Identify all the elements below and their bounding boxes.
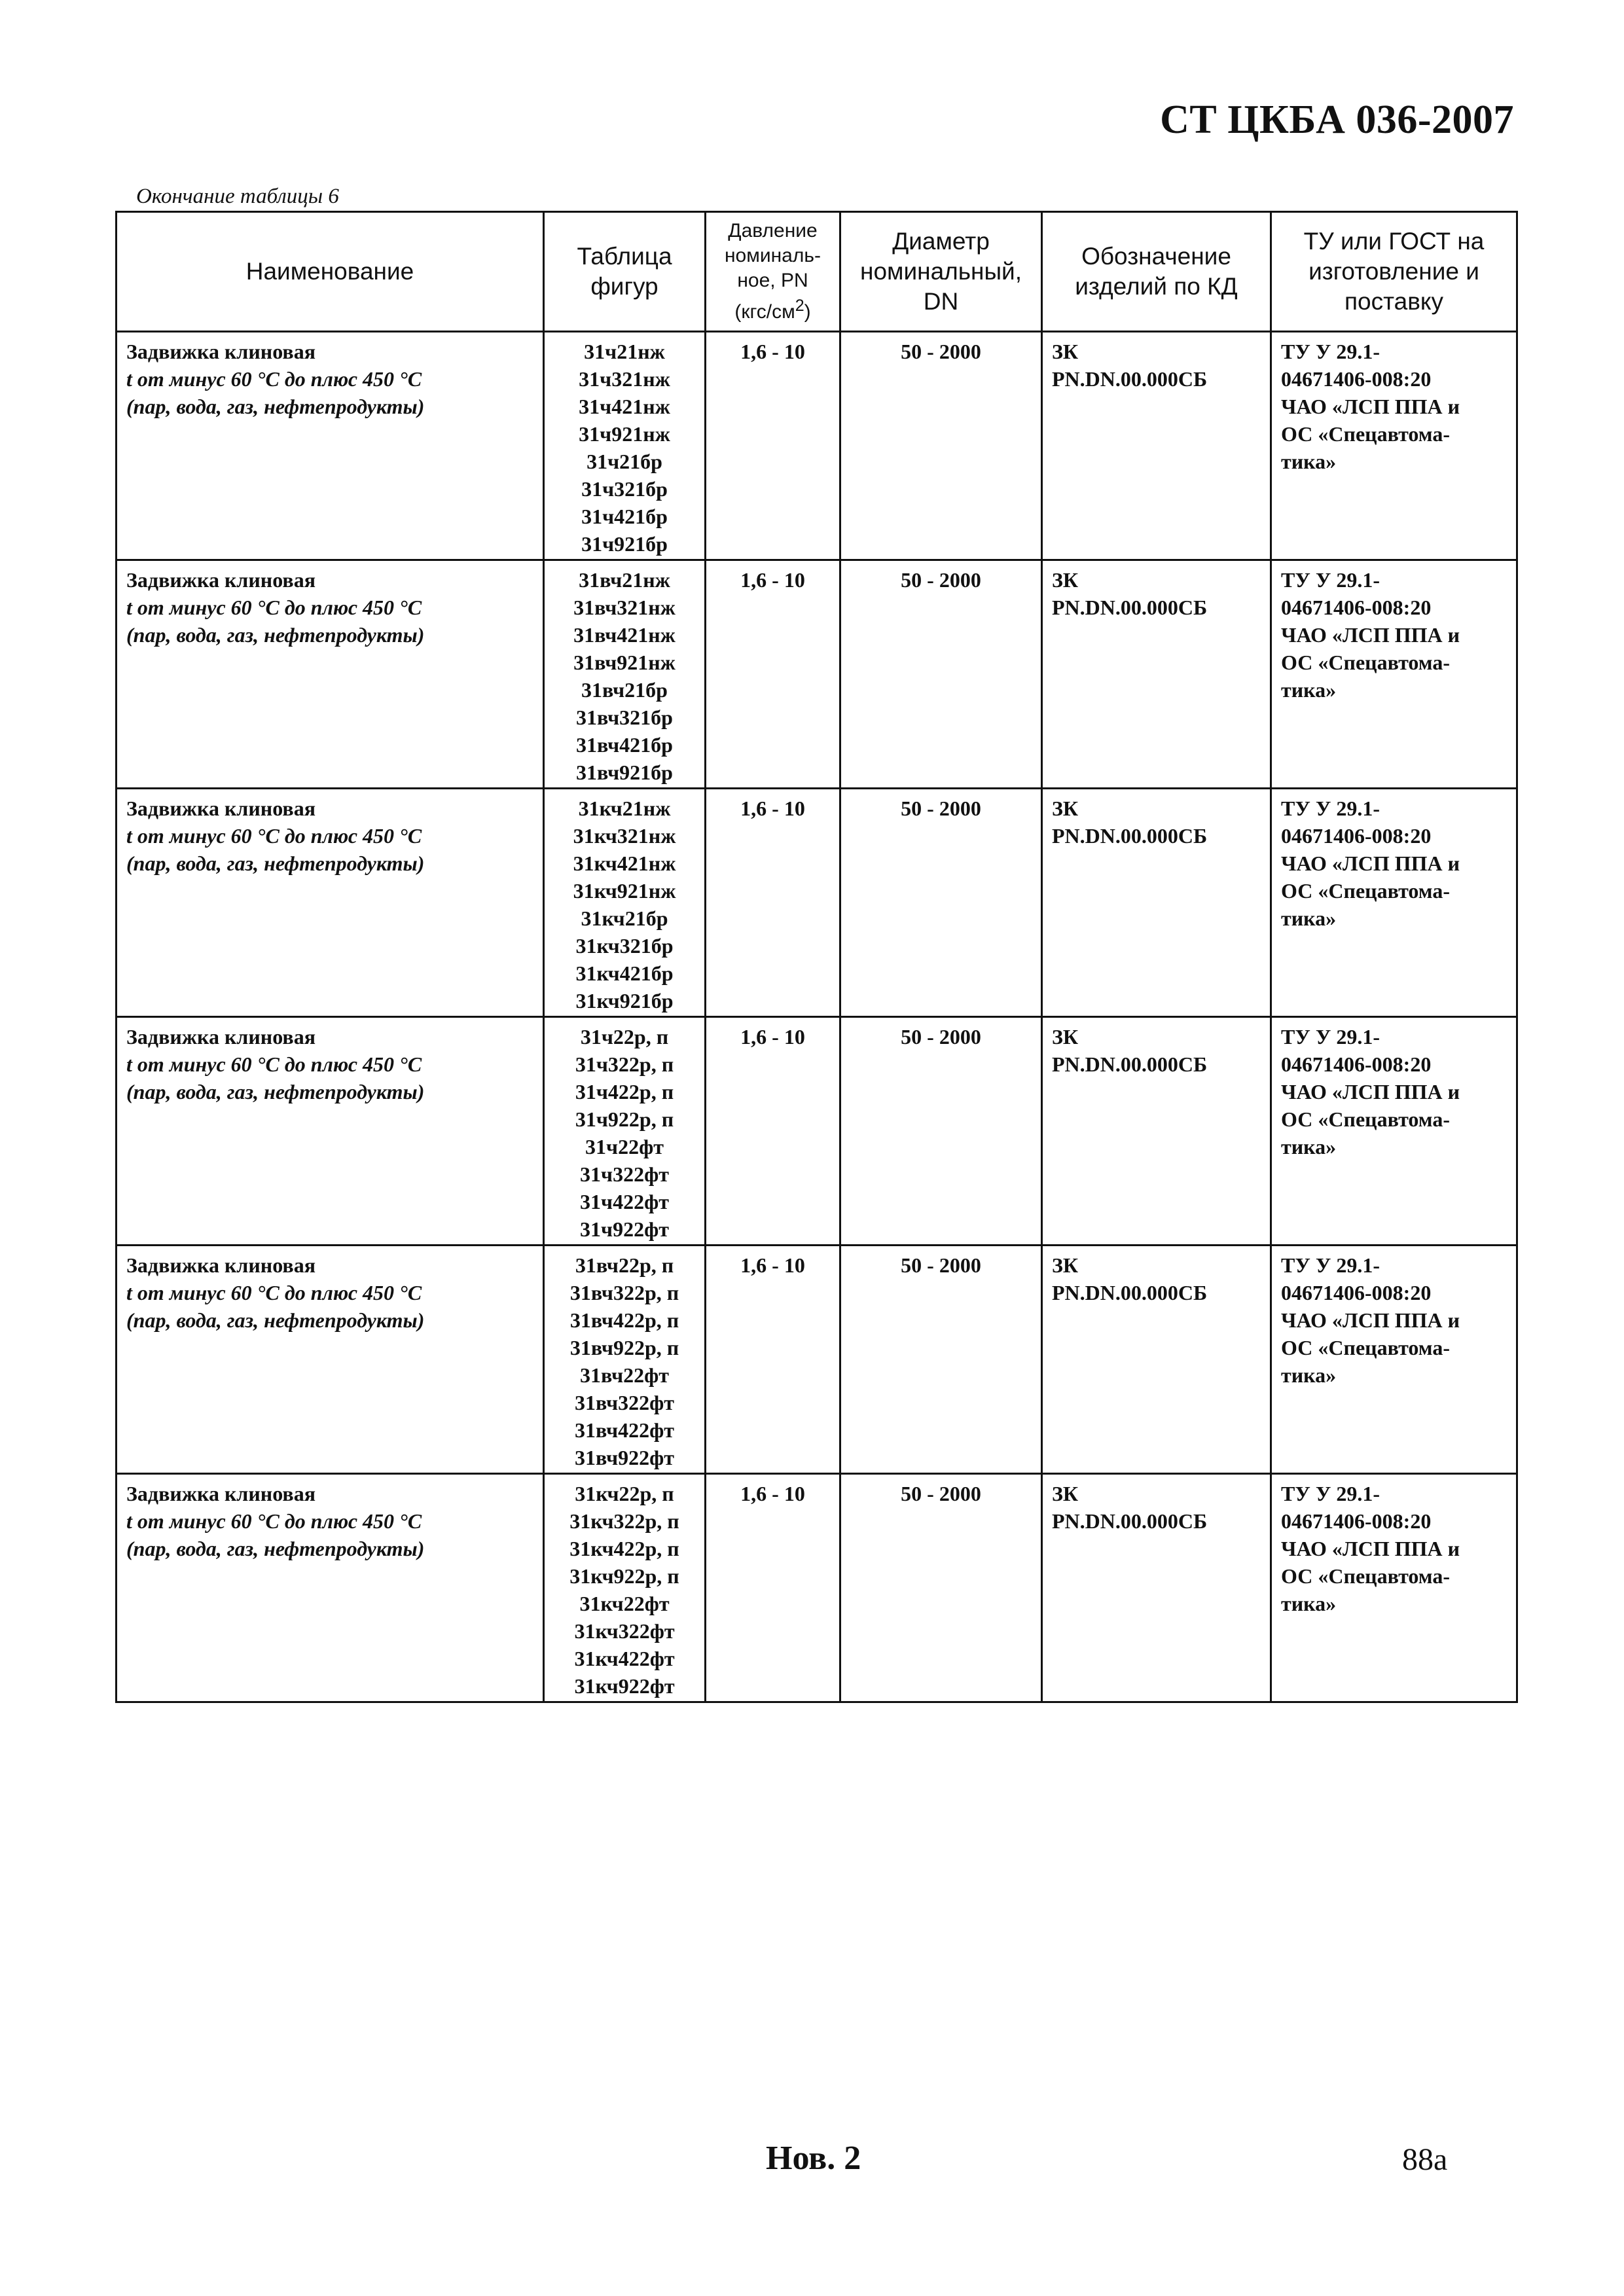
column-header-pressure: Давление номиналь- ное, PN $(кгс/см^2)$	[706, 212, 840, 332]
figure-code: 31ч422р, п	[575, 1080, 674, 1103]
valve-name: Задвижка клиновая	[126, 1482, 316, 1505]
tu-line: ЧАО «ЛСП ППА и	[1281, 1080, 1460, 1103]
figure-code: 31кч321нж	[573, 824, 676, 848]
cell-tu	[1271, 332, 1517, 560]
cell-diameter: 50 - 2000	[840, 1246, 1042, 1474]
working-media: (пар, вода, газ, нефтепродукты)	[126, 1080, 425, 1103]
figure-code: 31вч422р, п	[569, 1308, 679, 1332]
figure-code: 31ч922фт	[580, 1217, 669, 1241]
designation-line-1: ЗК	[1052, 797, 1079, 820]
cell-pressure: 1,6 - 10	[706, 560, 840, 789]
cell-pressure: 1,6 - 10	[706, 1246, 840, 1474]
cell-name	[117, 789, 544, 1017]
tu-line: тика»	[1281, 1592, 1337, 1615]
tu-line: 04671406-008:20	[1281, 1281, 1432, 1304]
figure-code: 31ч322фт	[580, 1162, 669, 1186]
figure-code: 31кч22фт	[579, 1592, 670, 1615]
working-media: (пар, вода, газ, нефтепродукты)	[126, 1537, 425, 1560]
figure-code: 31вч921бр	[576, 761, 673, 784]
figure-code: 31кч322р, п	[569, 1509, 679, 1533]
figure-code: 31вч922фт	[575, 1446, 674, 1469]
designation-line-2: PN.DN.00.000СБ	[1052, 596, 1208, 619]
column-header-figures: Таблица фигур	[544, 212, 706, 332]
tu-line: тика»	[1281, 678, 1337, 702]
column-header-diameter: Диаметр номинальный, DN	[840, 212, 1042, 332]
figure-code: 31кч421бр	[575, 961, 674, 985]
tu-line: ЧАО «ЛСП ППА и	[1281, 852, 1460, 875]
figure-code: 31кч921бр	[575, 989, 674, 1013]
cell-pressure: 1,6 - 10	[706, 789, 840, 1017]
document-code: СТ ЦКБА 036-2007	[1160, 98, 1514, 142]
cell-figures	[544, 789, 706, 1017]
cell-figures	[544, 1474, 706, 1702]
tu-line: ТУ У 29.1-	[1281, 340, 1380, 363]
figure-code: 31кч422фт	[574, 1647, 675, 1670]
cell-designation	[1042, 1017, 1271, 1246]
table-caption: Окончание таблицы 6	[136, 185, 339, 208]
valve-name: Задвижка клиновая	[126, 340, 316, 363]
valve-name: Задвижка клиновая	[126, 568, 316, 592]
column-header-designation: Обозначение изделий по КД	[1042, 212, 1271, 332]
cell-name	[117, 560, 544, 789]
figure-code: 31кч922фт	[574, 1674, 675, 1698]
designation-line-2: PN.DN.00.000СБ	[1052, 1052, 1208, 1076]
designation-line-2: PN.DN.00.000СБ	[1052, 1281, 1208, 1304]
figure-code: 31кч22р, п	[575, 1482, 674, 1505]
tu-line: ОС «Спецавтома-	[1281, 1564, 1450, 1588]
figure-code: 31вч22р, п	[575, 1253, 674, 1277]
table-row	[117, 1017, 1517, 1246]
figure-code: 31ч921бр	[581, 532, 668, 556]
cell-designation	[1042, 1246, 1271, 1474]
figure-code: 31вч321нж	[573, 596, 676, 619]
designation-line-1: ЗК	[1052, 1253, 1079, 1277]
figure-code: 31ч422фт	[580, 1190, 669, 1213]
cell-name	[117, 332, 544, 560]
designation-line-2: PN.DN.00.000СБ	[1052, 367, 1208, 391]
cell-tu	[1271, 560, 1517, 789]
tu-line: 04671406-008:20	[1281, 824, 1432, 848]
tu-line: ТУ У 29.1-	[1281, 797, 1380, 820]
tu-line: ЧАО «ЛСП ППА и	[1281, 1308, 1460, 1332]
figure-code: 31вч921нж	[573, 651, 676, 674]
column-header-name: Наименование	[117, 212, 544, 332]
cell-designation	[1042, 560, 1271, 789]
designation-line-2: PN.DN.00.000СБ	[1052, 1509, 1208, 1533]
tu-line: 04671406-008:20	[1281, 1052, 1432, 1076]
table-row	[117, 789, 1517, 1017]
figure-code: 31вч421нж	[573, 623, 676, 647]
tu-line: ОС «Спецавтома-	[1281, 422, 1450, 446]
cell-designation	[1042, 332, 1271, 560]
temperature-range: t от минус 60 °С до плюс 450 °С	[126, 596, 422, 619]
cell-designation	[1042, 789, 1271, 1017]
figure-code: 31ч21нж	[584, 340, 665, 363]
figure-code: 31кч422р, п	[569, 1537, 679, 1560]
cell-pressure: 1,6 - 10	[706, 1474, 840, 1702]
cell-tu	[1271, 1246, 1517, 1474]
tu-line: ТУ У 29.1-	[1281, 1025, 1380, 1049]
designation-line-2: PN.DN.00.000СБ	[1052, 824, 1208, 848]
table-header-row	[117, 212, 1517, 332]
figure-code: 31вч21нж	[579, 568, 670, 592]
figure-code: 31ч22фт	[585, 1135, 664, 1158]
figure-code: 31ч321бр	[581, 477, 668, 501]
figure-code: 31вч322р, п	[569, 1281, 679, 1304]
working-media: (пар, вода, газ, нефтепродукты)	[126, 1308, 425, 1332]
figure-code: 31ч322р, п	[575, 1052, 674, 1076]
temperature-range: t от минус 60 °С до плюс 450 °С	[126, 367, 422, 391]
tu-line: ОС «Спецавтома-	[1281, 1336, 1450, 1359]
valve-spec-table	[115, 211, 1518, 1703]
figure-code: 31кч421нж	[573, 852, 676, 875]
tu-line: тика»	[1281, 906, 1337, 930]
tu-line: 04671406-008:20	[1281, 1509, 1432, 1533]
figure-code: 31вч422фт	[575, 1418, 674, 1442]
tu-line: ТУ У 29.1-	[1281, 568, 1380, 592]
table-row	[117, 332, 1517, 560]
tu-line: ЧАО «ЛСП ППА и	[1281, 1537, 1460, 1560]
valve-name: Задвижка клиновая	[126, 1025, 316, 1049]
temperature-range: t от минус 60 °С до плюс 450 °С	[126, 1509, 422, 1533]
working-media: (пар, вода, газ, нефтепродукты)	[126, 395, 425, 418]
figure-code: 31вч421бр	[576, 733, 673, 757]
tu-line: ОС «Спецавтома-	[1281, 879, 1450, 903]
figure-code: 31ч321нж	[579, 367, 670, 391]
tu-line: ТУ У 29.1-	[1281, 1253, 1380, 1277]
valve-name: Задвижка клиновая	[126, 1253, 316, 1277]
figure-code: 31кч21нж	[578, 797, 671, 820]
page-number: 88а	[1402, 2142, 1448, 2177]
tu-line: ЧАО «ЛСП ППА и	[1281, 623, 1460, 647]
cell-figures	[544, 332, 706, 560]
cell-pressure: 1,6 - 10	[706, 1017, 840, 1246]
working-media: (пар, вода, газ, нефтепродукты)	[126, 623, 425, 647]
cell-pressure: 1,6 - 10	[706, 332, 840, 560]
tu-line: 04671406-008:20	[1281, 596, 1432, 619]
figure-code: 31вч922р, п	[569, 1336, 679, 1359]
figure-code: 31ч22р, п	[580, 1025, 669, 1049]
tu-line: тика»	[1281, 1135, 1337, 1158]
figure-code: 31кч322фт	[574, 1619, 675, 1643]
cell-diameter: 50 - 2000	[840, 1474, 1042, 1702]
figure-code: 31вч21бр	[581, 678, 668, 702]
figure-code: 31ч922р, п	[575, 1107, 674, 1131]
cell-diameter: 50 - 2000	[840, 1017, 1042, 1246]
valve-name: Задвижка клиновая	[126, 797, 316, 820]
cell-figures	[544, 1017, 706, 1246]
tu-line: 04671406-008:20	[1281, 367, 1432, 391]
figure-code: 31кч321бр	[575, 934, 674, 958]
designation-line-1: ЗК	[1052, 1482, 1079, 1505]
cell-tu	[1271, 1017, 1517, 1246]
temperature-range: t от минус 60 °С до плюс 450 °С	[126, 1052, 422, 1076]
cell-figures	[544, 560, 706, 789]
table-row	[117, 1246, 1517, 1474]
cell-tu	[1271, 1474, 1517, 1702]
tu-line: ОС «Спецавтома-	[1281, 1107, 1450, 1131]
working-media: (пар, вода, газ, нефтепродукты)	[126, 852, 425, 875]
cell-tu	[1271, 789, 1517, 1017]
figure-code: 31ч921нж	[579, 422, 670, 446]
tu-line: ЧАО «ЛСП ППА и	[1281, 395, 1460, 418]
cell-figures	[544, 1246, 706, 1474]
cell-diameter: 50 - 2000	[840, 332, 1042, 560]
table-row	[117, 1474, 1517, 1702]
temperature-range: t от минус 60 °С до плюс 450 °С	[126, 1281, 422, 1304]
cell-designation	[1042, 1474, 1271, 1702]
tu-line: тика»	[1281, 450, 1337, 473]
figure-code: 31кч21бр	[581, 906, 668, 930]
figure-code: 31вч22фт	[580, 1363, 669, 1387]
table-body	[117, 332, 1517, 1702]
revision-label: Нов. 2	[766, 2140, 861, 2177]
figure-code: 31кч921нж	[573, 879, 676, 903]
designation-line-1: ЗК	[1052, 568, 1079, 592]
tu-line: тика»	[1281, 1363, 1337, 1387]
figure-code: 31вч322фт	[575, 1391, 674, 1414]
temperature-range: t от минус 60 °С до плюс 450 °С	[126, 824, 422, 848]
cell-name	[117, 1246, 544, 1474]
figure-code: 31вч321бр	[576, 706, 673, 729]
tu-line: ТУ У 29.1-	[1281, 1482, 1380, 1505]
cell-diameter: 50 - 2000	[840, 560, 1042, 789]
figure-code: 31ч21бр	[586, 450, 662, 473]
figure-code: 31кч922р, п	[569, 1564, 679, 1588]
column-header-tu: ТУ или ГОСТ на изготовление и поставку	[1271, 212, 1517, 332]
cell-diameter: 50 - 2000	[840, 789, 1042, 1017]
table-row	[117, 560, 1517, 789]
cell-name	[117, 1017, 544, 1246]
cell-name	[117, 1474, 544, 1702]
figure-code: 31ч421нж	[579, 395, 670, 418]
figure-code: 31ч421бр	[581, 505, 668, 528]
designation-line-1: ЗК	[1052, 1025, 1079, 1049]
designation-line-1: ЗК	[1052, 340, 1079, 363]
tu-line: ОС «Спецавтома-	[1281, 651, 1450, 674]
